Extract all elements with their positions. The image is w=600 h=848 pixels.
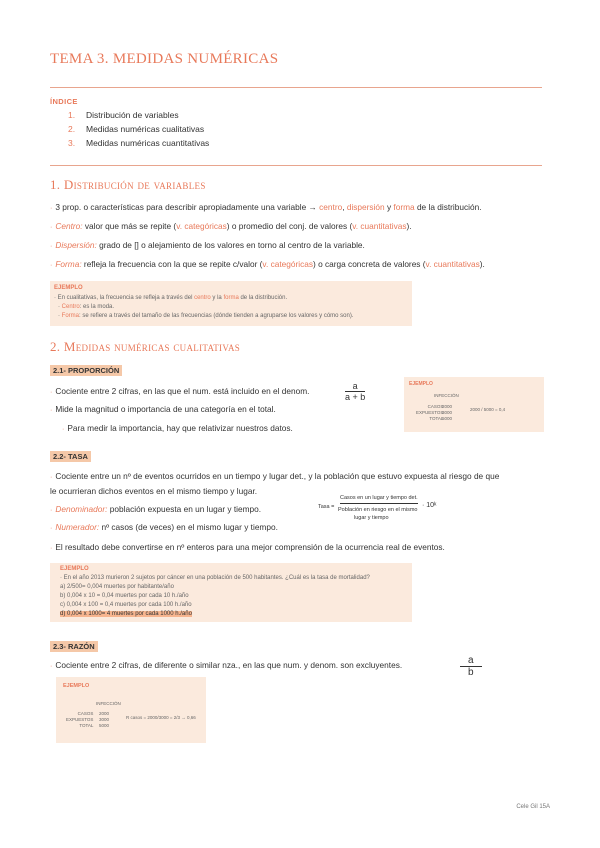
tasa-example-line: · En el año 2013 murieron 2 sujetos por cáncer en una población de 500 habitantes. ¿Cuál es la tasa de mortalidad?: [60, 575, 370, 581]
proporcion-example-col1: CASOS EXPUESTOS TOTAL: [416, 404, 444, 421]
s1-paragraph-1: · 3 prop. o características para describir apropiadamente una variable → centro, dispersión y forma de la distribución.: [50, 202, 482, 212]
s1-example-heading: EJEMPLO: [54, 285, 83, 291]
proporcion-paragraph-1: · Cociente entre 2 cifras, en las que el num. está incluido en el denom.: [50, 386, 310, 396]
tasa-formula-denominator: Población en riesgo en el mismo: [338, 507, 418, 513]
index-heading: ÍNDICE: [50, 97, 78, 106]
proporcion-example-col2: 2000 3000 5000: [442, 404, 453, 421]
tasa-example-line: b) 0,004 x 10 = 0,04 muertes por cada 10 h./año: [60, 593, 189, 599]
section-1-heading: 1. Distribución de variables: [50, 177, 206, 192]
proporcion-example-heading: EJEMPLO: [409, 381, 433, 387]
tasa-formula-lhs: Tasa =: [318, 504, 335, 510]
tasa-example-highlighted-line: d) 0,004 x 1000= 4 muertes por cada 1000 h./año: [60, 611, 192, 617]
index-divider: [50, 165, 542, 166]
tasa-formula-multiplier: · 10ᵏ: [422, 502, 437, 509]
tasa-example-box: [50, 563, 412, 622]
s1-example-line: · Centro: es la moda.: [58, 304, 115, 310]
razon-fraction: $\frac{a}{b}$: [460, 655, 482, 678]
proporcion-example-box: [404, 377, 544, 432]
tasa-example-line: a) 2/500= 0,004 muertes por habitante/año: [60, 584, 174, 590]
index-item[interactable]: 3. Medidas numéricas cuantitativas: [68, 138, 210, 148]
tasa-paragraph-1: · Cociente entre un nº de eventos ocurridos en un tiempo y lugar det., y la población que estuvo expuesta al riesgo de que: [50, 471, 500, 481]
page-footer: Cele Gil 15A: [516, 804, 550, 810]
title-divider: [50, 87, 542, 88]
tasa-paragraph-3: · Numerador: nº casos (de veces) en el mismo lugar y tiempo.: [50, 522, 278, 532]
razon-example-label: INFECCIÓN: [96, 701, 121, 706]
proporcion-paragraph-3: · Para medir la importancia, hay que relativizar nuestros datos.: [62, 423, 293, 433]
proporcion-fraction: $\frac{a}{a + b}$: [345, 381, 366, 402]
razon-example-box: [56, 677, 206, 743]
tasa-formula: [318, 493, 458, 528]
s1-paragraph-4: · Forma: refleja la frecuencia con la que se repite c/valor (v. categóricas) o carga concreta de valores (v. cuantitativas).: [50, 259, 485, 269]
index-item[interactable]: 2. Medidas numéricas cualitativas: [68, 124, 205, 134]
tasa-heading: 2.2- TASA: [50, 451, 91, 462]
razon-paragraph-1: · Cociente entre 2 cifras, de diferente o similar nza., en las que num. y denom. son excluyentes.: [50, 660, 403, 670]
tasa-paragraph-4: · El resultado debe convertirse en nº enteros para una mejor comprensión de la ocurrencia real de eventos.: [50, 542, 445, 552]
tasa-formula-numerator: Casos en un lugar y tiempo det.: [340, 495, 418, 504]
tasa-example-heading: EJEMPLO: [60, 566, 89, 572]
s1-example-box: [50, 281, 412, 326]
index-item[interactable]: 1. Distribución de variables: [68, 110, 179, 120]
s1-example-line: · En cualitativas, la frecuencia se refleja a través del centro y la forma de la distribución.: [54, 295, 288, 301]
razon-example-col1: CASOS EXPUESTOS TOTAL: [66, 711, 94, 728]
section-2-heading: 2. Medidas numéricas cualitativas: [50, 339, 241, 354]
razon-heading: 2.3- RAZÓN: [50, 641, 98, 652]
page-title: TEMA 3. MEDIDAS NUMÉRICAS: [50, 51, 279, 67]
tasa-paragraph-2: · Denominador: población expuesta en un lugar y tiempo.: [50, 504, 262, 514]
razon-example-col2: 2000 3000 5000: [99, 711, 110, 728]
proporcion-heading: 2.1- PROPORCIÓN: [50, 365, 122, 376]
tasa-example-line: c) 0,004 x 100 = 0,4 muertes por cada 100 h./año: [60, 602, 192, 608]
s1-example-line: · Forma: se refiere a través del tamaño de las frecuencias (dónde tienden a agruparse los valores y cómo son).: [58, 313, 354, 319]
proporcion-example-label: INFECCIÓN: [434, 393, 459, 398]
s1-paragraph-2: · Centro: valor que más se repite (v. categóricas) o promedio del conj. de valores (v. cuantitativas).: [50, 221, 412, 231]
proporcion-example-formula: 2000 / 5000 = 0,4: [470, 407, 506, 412]
razon-example-heading: EJEMPLO: [63, 683, 90, 689]
s1-paragraph-3: · Dispersión: grado de [] o alejamiento de los valores en torno al centro de la variable.: [50, 240, 365, 250]
tasa-formula-denominator-2: lugar y tiempo: [354, 515, 389, 521]
proporcion-paragraph-2: · Mide la magnitud o importancia de una categoría en el total.: [50, 404, 276, 414]
tasa-paragraph-1b: le ocurrieran dichos eventos en el mismo tiempo y lugar.: [50, 486, 258, 496]
razon-example-formula: R casos = 2000/3000 = 2/3 → 0,66: [126, 715, 196, 720]
